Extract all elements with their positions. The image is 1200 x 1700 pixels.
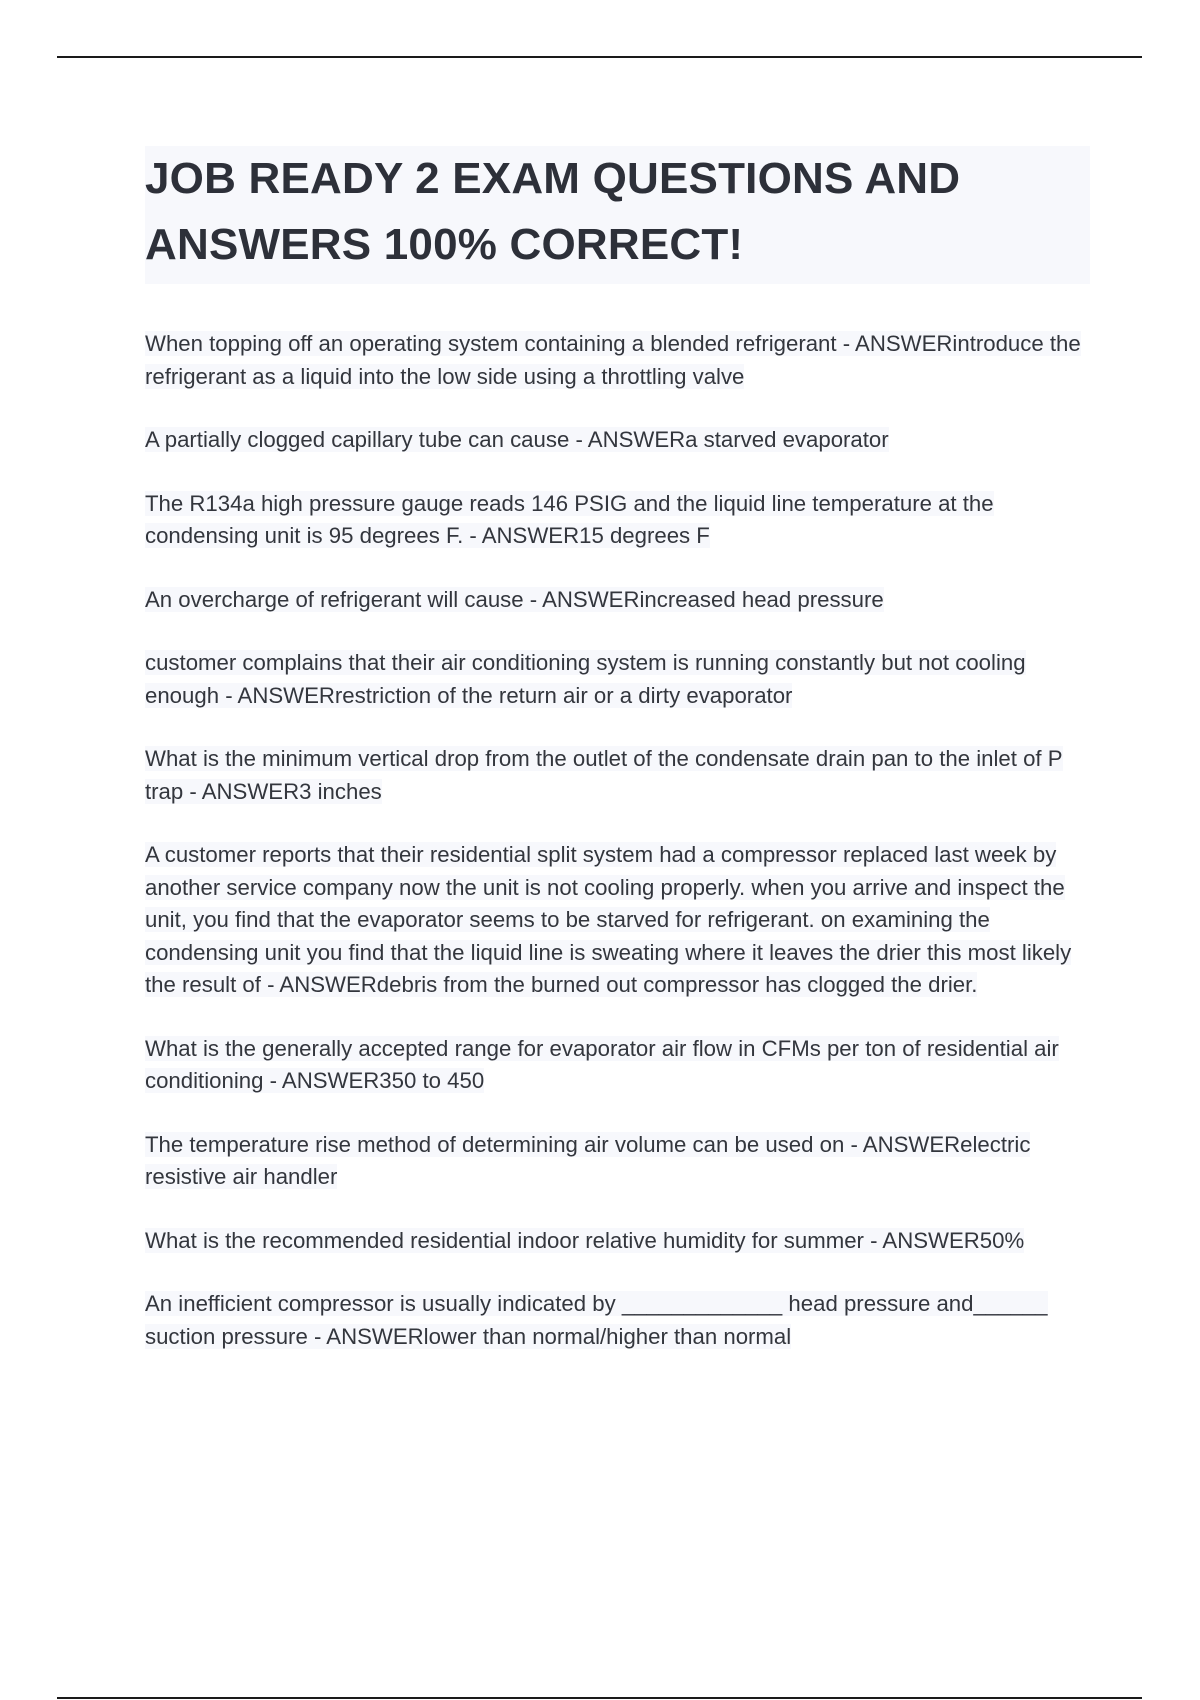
- bottom-rule: [57, 1697, 1142, 1699]
- qa-text: What is the generally accepted range for evaporator air flow in CFMs per ton of residential air conditioning - ANSWER350 to 450: [145, 1035, 1059, 1093]
- qa-item: [145, 584, 1090, 617]
- qa-item: [145, 647, 1090, 712]
- qa-item: [145, 1225, 1090, 1258]
- qa-item: [145, 1129, 1090, 1194]
- qa-text: An overcharge of refrigerant will cause - ANSWERincreased head pressure: [145, 586, 884, 612]
- qa-text: When topping off an operating system containing a blended refrigerant - ANSWERintroduce the refrigerant as a liquid into the low side using a throttling valve: [145, 331, 1081, 389]
- title-block: [145, 146, 1090, 284]
- qa-text: customer complains that their air conditioning system is running constantly but not cooling enough - ANSWERrestriction of the return air or a dirty evaporator: [145, 650, 1026, 708]
- qa-text: The temperature rise method of determining air volume can be used on - ANSWERelectric resistive air handler: [145, 1131, 1031, 1189]
- qa-text: A partially clogged capillary tube can cause - ANSWERa starved evaporator: [145, 427, 889, 452]
- qa-text: The R134a high pressure gauge reads 146 PSIG and the liquid line temperature at the condensing unit is 95 degrees F. - ANSWER15 degrees F: [145, 490, 994, 548]
- qa-item: [145, 488, 1090, 553]
- qa-item: [145, 743, 1090, 808]
- document-body: [145, 146, 1090, 1384]
- qa-text: What is the minimum vertical drop from the outlet of the condensate drain pan to the inlet of P trap - ANSWER3 inches: [145, 746, 1063, 804]
- qa-item: [145, 839, 1090, 1002]
- qa-item: [145, 328, 1090, 393]
- document-title: JOB READY 2 EXAM QUESTIONS AND ANSWERS 100% CORRECT!: [145, 154, 961, 269]
- qa-text: What is the recommended residential indoor relative humidity for summer - ANSWER50%: [145, 1227, 1025, 1253]
- top-rule: [57, 56, 1142, 58]
- qa-text: An inefficient compressor is usually indicated by _____________ head pressure and______ suction pressure - ANSWERlower than normal/higher than normal: [145, 1291, 1048, 1349]
- qa-list: [145, 328, 1090, 1353]
- qa-item: [145, 1288, 1090, 1353]
- qa-item: [145, 424, 1090, 457]
- qa-text: A customer reports that their residential split system had a compressor replaced last week by another service company now the unit is not cooling properly. when you arrive and inspect the unit, you find that the evaporator seems to be starved for refrigerant. on examining the condensing unit you find that the liquid line is sweating where it leaves the drier this most likely the result of - ANSWERdebris from the burned out compressor has clogged the drier.: [145, 842, 1072, 997]
- qa-item: [145, 1033, 1090, 1098]
